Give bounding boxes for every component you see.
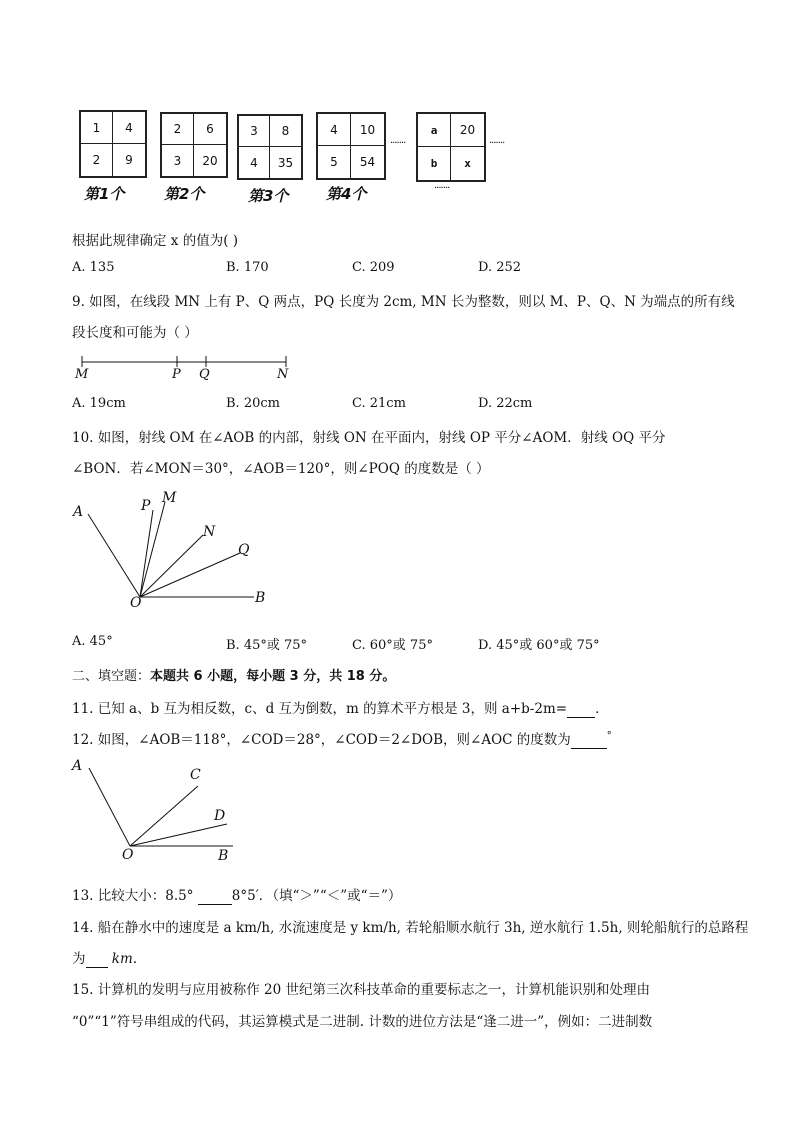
- ray-label-a: A: [72, 758, 83, 774]
- answer-blank: [198, 888, 232, 905]
- pattern-grid-n: [416, 112, 486, 182]
- option-a: A. 45°: [72, 634, 113, 649]
- option-c: C. 21cm: [352, 396, 406, 411]
- question-10-stem-cont: ∠BON．若∠MON＝30°，∠AOB＝120°，则∠POQ 的度数是（ ）: [72, 461, 490, 477]
- question-14-stem-cont: [72, 947, 137, 968]
- grid-cell: 4: [318, 114, 351, 146]
- question-9-stem-cont: 段长度和可能为（ ）: [72, 325, 198, 341]
- vertex-label-o: O: [130, 595, 142, 611]
- grid-caption-1: 第1个: [84, 185, 125, 203]
- ray-label-m: M: [162, 490, 177, 506]
- ellipsis-dots: ·······: [489, 138, 505, 149]
- ray-label-d: D: [214, 808, 226, 824]
- grid-cell: b: [418, 147, 451, 180]
- point-label-m: M: [75, 367, 89, 382]
- question-12-tail: °: [606, 730, 612, 742]
- point-label-p: P: [172, 367, 181, 382]
- option-d: D. 22cm: [478, 396, 533, 411]
- ray-label-b: B: [218, 848, 229, 864]
- section-prefix: 二、填空题：: [72, 669, 151, 684]
- angle-rays-figure-q10: [70, 490, 300, 620]
- question-11: [72, 697, 609, 718]
- ray-label-q: Q: [238, 542, 250, 558]
- ray-label-b: B: [255, 590, 266, 606]
- grid-cell: 2: [162, 114, 194, 145]
- angle-rays-figure-q12: [70, 760, 270, 860]
- option-c: C. 60°或 75°: [352, 638, 433, 653]
- grid-cell: 4: [113, 112, 145, 144]
- grid-caption-3: 第3个: [248, 187, 289, 205]
- question-10-stem: 10. 如图，射线 OM 在∠AOB 的内部，射线 ON 在平面内，射线 OP 平分∠AOM．射线 OQ 平分: [72, 430, 666, 446]
- vertex-label-o: O: [122, 847, 134, 863]
- option-c: C. 209: [352, 260, 395, 275]
- grid-cell: 35: [277, 155, 294, 170]
- grid-cell: 8: [270, 116, 301, 147]
- grid-caption-2: 第2个: [164, 185, 205, 203]
- option-b: B. 170: [226, 260, 269, 275]
- question-13-stem: 13. 比较大小：8.5°: [72, 888, 194, 904]
- section-heading: [72, 665, 395, 684]
- grid-cell: 10: [351, 114, 384, 146]
- pattern-grid-2: [160, 112, 228, 178]
- option-b: B. 20cm: [226, 396, 280, 411]
- answer-blank: [86, 951, 108, 968]
- pattern-grid-4: [316, 112, 386, 180]
- option-a: A. 19cm: [72, 396, 126, 411]
- option-d: D. 252: [478, 260, 522, 275]
- question-15-stem: 15. 计算机的发明与应用被称作 20 世纪第三次科技革命的重要标志之一，计算机能识别和处理由: [72, 982, 651, 998]
- ellipsis-dots: ·······: [390, 138, 406, 149]
- grid-cell: x: [464, 157, 471, 170]
- ray-label-a: A: [73, 504, 84, 520]
- question-12: [72, 728, 612, 749]
- grid-cell: 20: [202, 153, 218, 168]
- question-15-stem-cont: “0”“1”符号串组成的代码，其运算模式是二进制. 计数的进位方法是“逢二进一”，例如：二进制数: [72, 1014, 653, 1030]
- ray-label-n: N: [203, 524, 216, 540]
- option-b: B. 45°或 75°: [226, 638, 308, 653]
- grid-cell: 5: [318, 146, 351, 178]
- answer-blank: [571, 732, 607, 749]
- question-13-tail: 8°5′．（填“＞”“＜”或“＝”）: [231, 888, 402, 904]
- question-13: [72, 884, 401, 905]
- question-11-tail: ．: [595, 701, 609, 717]
- question-11-stem: 11. 已知 a、b 互为相反数，c、d 互为倒数，m 的算术平方根是 3，则 a+b-2m=: [72, 701, 568, 717]
- question-14-pre: 为: [72, 951, 86, 967]
- grid-cell: 2: [81, 144, 113, 176]
- grid-cell: 3: [162, 145, 194, 176]
- grid-cell: a: [418, 114, 451, 147]
- grid-cell: 9: [125, 153, 133, 167]
- answer-blank: [567, 701, 595, 718]
- option-a: A. 135: [72, 260, 115, 275]
- question-14-stem: 14. 船在静水中的速度是 a km/h, 水流速度是 y km/h, 若轮船顺水航行 3h, 逆水航行 1.5h, 则轮船航行的总路程: [72, 920, 749, 936]
- ellipsis-dots: ·······: [434, 183, 450, 194]
- grid-cell: 54: [359, 155, 376, 169]
- grid-cell: 20: [451, 114, 484, 147]
- section-desc: 本题共 6 小题，每小题 3 分，共 18 分。: [150, 669, 396, 684]
- unit-km: km.: [111, 951, 138, 967]
- grid-cell: 6: [194, 114, 226, 145]
- ray-label-c: C: [190, 767, 201, 783]
- point-label-n: N: [277, 367, 289, 382]
- question-8-stem: 根据此规律确定 x 的值为( ): [72, 233, 239, 249]
- point-label-q: Q: [199, 367, 210, 382]
- question-12-stem: 12. 如图，∠AOB＝118°，∠COD＝28°，∠COD＝2∠DOB，则∠AOC 的度数为: [72, 732, 571, 748]
- grid-cell: 3: [239, 116, 270, 147]
- grid-cell: 1: [81, 112, 113, 144]
- pattern-grid-3: [237, 114, 303, 180]
- grid-caption-4: 第4个: [326, 185, 367, 203]
- grid-cell: 4: [239, 147, 270, 178]
- segment-mn-figure: [70, 348, 300, 388]
- option-d: D. 45°或 60°或 75°: [478, 638, 600, 653]
- pattern-grid-1: [79, 110, 147, 178]
- ray-label-p: P: [141, 498, 151, 514]
- question-9-stem: 9. 如图，在线段 MN 上有 P、Q 两点，PQ 长度为 2cm, MN 长为整数，则以 M、P、Q、N 为端点的所有线: [72, 294, 735, 310]
